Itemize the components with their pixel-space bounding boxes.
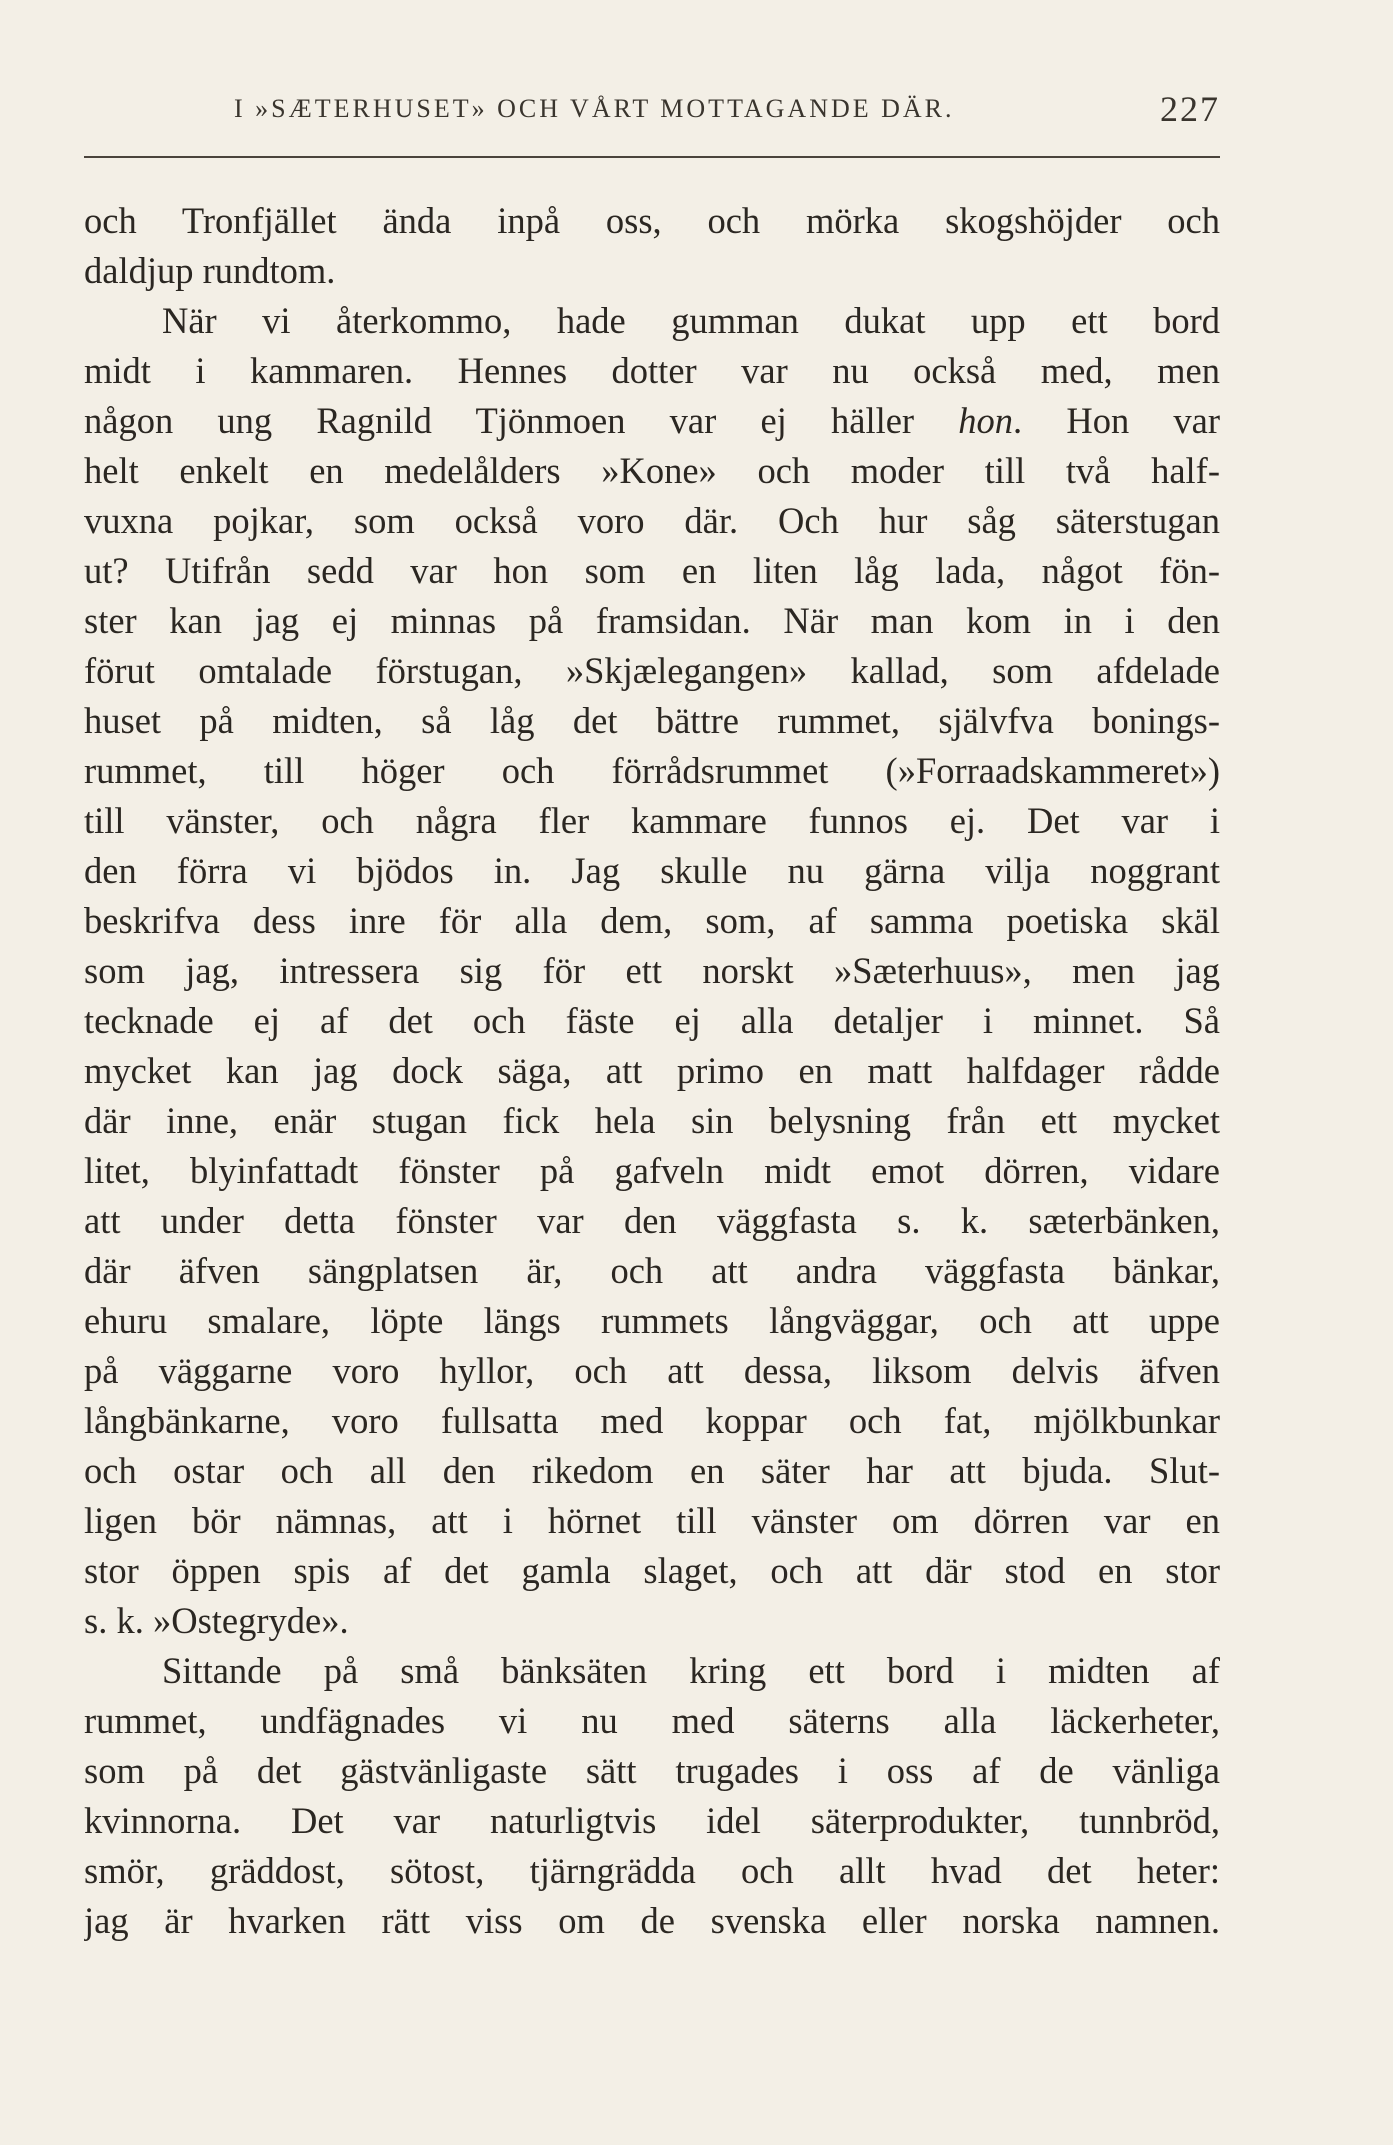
text-line: huset på midten, så låg det bättre rummet, självfva bonings- <box>84 700 1220 741</box>
text-line: ehuru smalare, löpte längs rummets långväggar, och att uppe <box>84 1300 1220 1341</box>
text-line: på väggarne voro hyllor, och att dessa, liksom delvis äfven <box>84 1350 1220 1391</box>
text-line: och Tronfjället ända inpå oss, och mörka skogshöjder och <box>84 200 1220 241</box>
text-line: förut omtalade förstugan, »Skjælegangen» kallad, som afdelade <box>84 650 1220 691</box>
text-line: smör, gräddost, sötost, tjärngrädda och allt hvad det heter: <box>84 1850 1220 1891</box>
text-line: som jag, intressera sig för ett norskt »Sæterhuus», men jag <box>84 950 1220 991</box>
text-line: s. k. »Ostegryde». <box>84 1600 349 1641</box>
text-line: midt i kammaren. Hennes dotter var nu också med, men <box>84 350 1220 391</box>
text-line: kvinnorna. Det var naturligtvis idel säterprodukter, tunnbröd, <box>84 1800 1220 1841</box>
text-line: beskrifva dess inre för alla dem, som, af samma poetiska skäl <box>84 900 1220 941</box>
text-line: där äfven sängplatsen är, och att andra väggfasta bänkar, <box>84 1250 1220 1291</box>
text-line: daldjup rundtom. <box>84 250 336 291</box>
text-line: stor öppen spis af det gamla slaget, och att där stod en stor <box>84 1550 1220 1591</box>
text-line: och ostar och all den rikedom en säter har att bjuda. Slut- <box>84 1450 1220 1491</box>
text-line: till vänster, och några fler kammare funnos ej. Det var i <box>84 800 1220 841</box>
body-text <box>84 196 1220 1946</box>
text-line: rummet, undfägnades vi nu med säterns alla läckerheter, <box>84 1700 1220 1741</box>
text-line: mycket kan jag dock säga, att primo en matt halfdager rådde <box>84 1050 1220 1091</box>
text-line: att under detta fönster var den väggfasta s. k. sæterbänken, <box>84 1200 1220 1241</box>
text-line: långbänkarne, voro fullsatta med koppar och fat, mjölkbunkar <box>84 1400 1220 1441</box>
text-line: rummet, till höger och förrådsrummet (»Forraadskammeret») <box>84 750 1220 791</box>
text-line: helt enkelt en medelålders »Kone» och moder till två half- <box>84 450 1220 491</box>
text-line: ster kan jag ej minnas på framsidan. När man kom in i den <box>84 600 1220 641</box>
text-line: där inne, enär stugan fick hela sin belysning från ett mycket <box>84 1100 1220 1141</box>
text-line: När vi återkommo, hade gumman dukat upp ett bord <box>162 300 1220 341</box>
text-line: tecknade ej af det och fäste ej alla detaljer i minnet. Så <box>84 1000 1220 1041</box>
text-line: vuxna pojkar, som också voro där. Och hur såg säterstugan <box>84 500 1220 541</box>
running-title: I »SÆTERHUSET» OCH VÅRT MOTTAGANDE DÄR. <box>234 94 955 123</box>
text-line: Sittande på små bänksäten kring ett bord i midten af <box>162 1650 1220 1691</box>
header-rule <box>84 156 1220 158</box>
text-line: ut? Utifrån sedd var hon som en liten låg lada, något fön- <box>84 550 1220 591</box>
text-line: någon ung Ragnild Tjönmoen var ej häller hon. Hon var <box>84 400 1220 441</box>
page-number: 227 <box>1160 89 1220 129</box>
text-line: jag är hvarken rätt viss om de svenska eller norska namnen. <box>84 1900 1220 1941</box>
text-line: den förra vi bjödos in. Jag skulle nu gärna vilja noggrant <box>84 850 1220 891</box>
text-line: som på det gästvänligaste sätt trugades i oss af de vänliga <box>84 1750 1220 1791</box>
running-header <box>84 88 1220 138</box>
text-line: litet, blyinfattadt fönster på gafveln midt emot dörren, vidare <box>84 1150 1220 1191</box>
text-line: ligen bör nämnas, att i hörnet till vänster om dörren var en <box>84 1500 1220 1541</box>
